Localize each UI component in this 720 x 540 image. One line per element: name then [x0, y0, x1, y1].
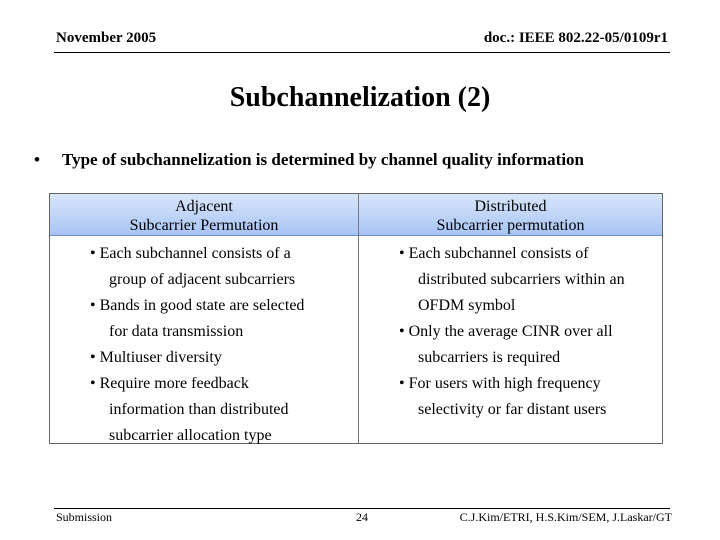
item-text: OFDM symbol [418, 297, 516, 314]
distributed-column [359, 194, 662, 443]
item-text: Multiuser diversity [99, 349, 222, 366]
adjacent-heading [50, 194, 358, 236]
bullet-text: Type of subchannelization is determined by channel quality information [62, 150, 585, 169]
item-text: Each subchannel consists of a [99, 245, 291, 262]
header-rule [54, 52, 670, 53]
list-item: • Require more feedback information than distributed subcarrier allocation type [50, 371, 358, 449]
main-bullet [34, 150, 584, 170]
item-text: Bands in good state are selected [99, 297, 305, 314]
distributed-heading [359, 194, 662, 236]
footer-submission: Submission [56, 510, 113, 524]
item-text: Require more feedback [99, 375, 249, 392]
page-number: 24 [356, 510, 368, 524]
header-doc-id: doc.: IEEE 802.22-05/0109r1 [483, 30, 668, 46]
distributed-body [359, 236, 662, 423]
item-text: information than distributed [109, 401, 289, 418]
adjacent-body [50, 236, 358, 449]
item-text: subcarriers is required [418, 349, 561, 366]
list-item: • Bands in good state are selected for data transmission [50, 293, 358, 345]
item-text: Each subchannel consists of [408, 245, 589, 262]
item-text: for data transmission [109, 323, 244, 340]
slide-title: Subchannelization (2) [229, 82, 491, 113]
adjacent-heading-line-1: Adjacent [175, 198, 233, 215]
distributed-heading-line-1: Distributed [474, 198, 547, 215]
distributed-heading-line-2: Subcarrier permutation [436, 217, 585, 234]
bullet-marker: • [34, 150, 40, 169]
header-date: November 2005 [56, 30, 157, 46]
footer-rule [54, 508, 670, 509]
item-text: subcarrier allocation type [109, 427, 272, 444]
item-text: For users with high frequency [408, 375, 601, 392]
item-text: selectivity or far distant users [418, 401, 607, 418]
list-item: • Each subchannel consists of a group of adjacent subcarriers [50, 241, 358, 293]
list-item: • For users with high frequency selectivity or far distant users [359, 371, 662, 423]
footer-authors: C.J.Kim/ETRI, H.S.Kim/SEM, J.Laskar/GT [459, 510, 672, 524]
list-item: • Multiuser diversity [90, 349, 222, 366]
comparison-table [49, 193, 663, 444]
list-item: • Each subchannel consists of distributed subcarriers within an OFDM symbol [359, 241, 662, 319]
item-text: distributed subcarriers within an [418, 271, 625, 288]
list-item: • Only the average CINR over all subcarriers is required [359, 319, 662, 371]
item-text: group of adjacent subcarriers [109, 271, 296, 288]
item-text: Only the average CINR over all [408, 323, 613, 340]
adjacent-column [50, 194, 359, 443]
adjacent-heading-line-2: Subcarrier Permutation [129, 217, 279, 234]
